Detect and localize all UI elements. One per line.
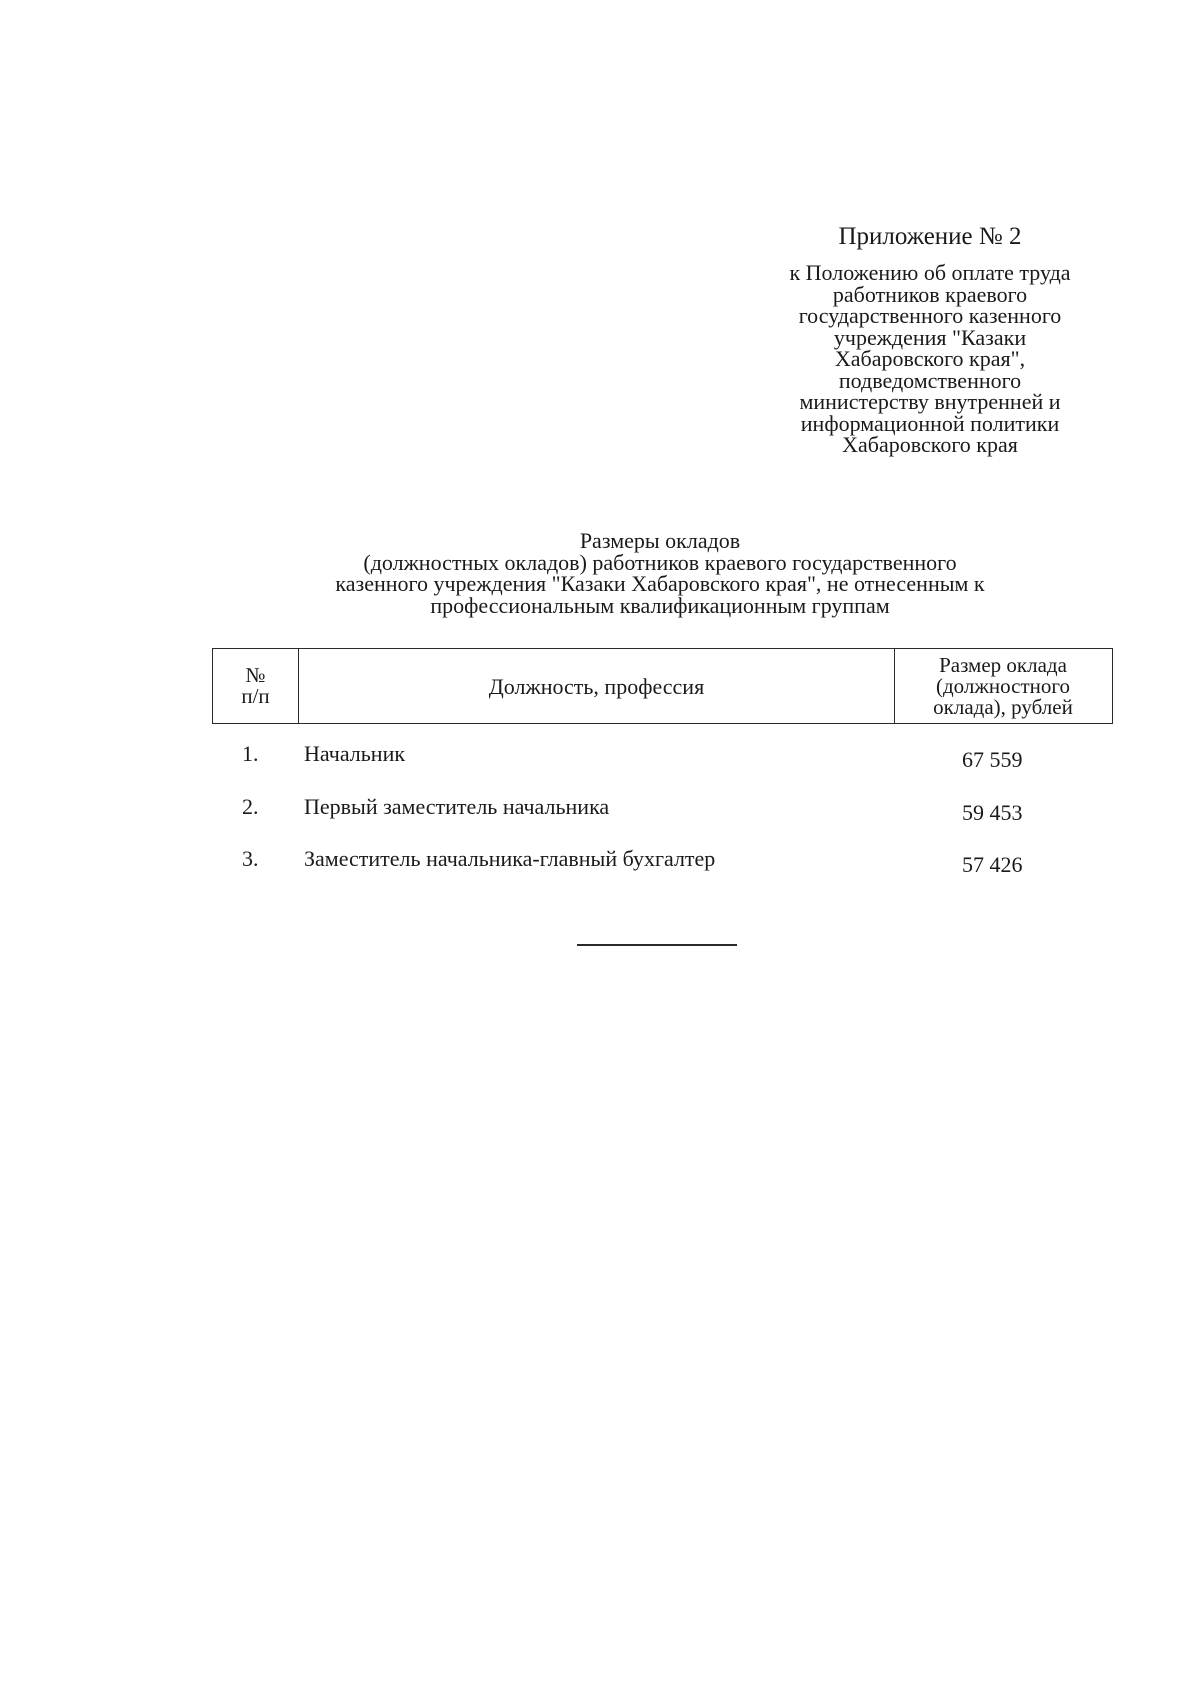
row-number: 1.	[242, 741, 259, 766]
header-salary-cell	[895, 649, 1111, 723]
table-row	[212, 794, 1113, 834]
appendix-reference	[712, 262, 1148, 456]
table-header	[212, 648, 1113, 724]
header-salary-line: (должностного	[936, 673, 1070, 698]
appendix-line: к Положению об оплате труда	[789, 260, 1071, 285]
end-divider	[577, 944, 737, 946]
title-line: профессиональным квалификационным группам	[430, 592, 890, 618]
appendix-line: государственного казенного	[798, 303, 1062, 328]
header-num-sign: №	[245, 663, 266, 687]
appendix-line: Хабаровского края",	[834, 346, 1026, 371]
row-position: Первый заместитель начальника	[304, 794, 610, 819]
header-num-cell	[213, 649, 299, 723]
header-num-abbr: п/п	[241, 684, 270, 708]
appendix-line: информационной политики	[800, 410, 1060, 436]
appendix-line: Хабаровского края	[842, 432, 1018, 457]
document-title	[250, 530, 1070, 616]
header-salary-line: Размер оклада	[939, 652, 1067, 677]
title-line: Размеры окладов	[579, 528, 741, 553]
header-salary-line: оклада), рублей	[933, 694, 1073, 719]
row-salary: 57 426	[962, 852, 1023, 877]
appendix-line: учреждения "Казаки	[833, 324, 1027, 350]
row-position: Начальник	[304, 741, 406, 766]
title-line: (должностных окладов) работников краевого государственного	[363, 549, 957, 575]
appendix-title: Приложение № 2	[838, 223, 1022, 250]
appendix-line: работников краевого	[832, 281, 1028, 307]
row-number: 3.	[242, 846, 259, 871]
table-row	[212, 846, 1113, 886]
row-salary: 67 559	[962, 747, 1023, 772]
appendix-line: подведомственного	[838, 367, 1022, 393]
row-position: Заместитель начальника-главный бухгалтер	[304, 846, 716, 871]
appendix-line: министерству внутренней и	[799, 389, 1061, 414]
title-line: казенного учреждения "Казаки Хабаровского края", не отнесенным к	[335, 571, 985, 596]
row-salary: 59 453	[962, 800, 1023, 825]
row-number: 2.	[242, 794, 259, 819]
table-row	[212, 741, 1113, 781]
header-position-cell: Должность, профессия	[299, 649, 895, 723]
